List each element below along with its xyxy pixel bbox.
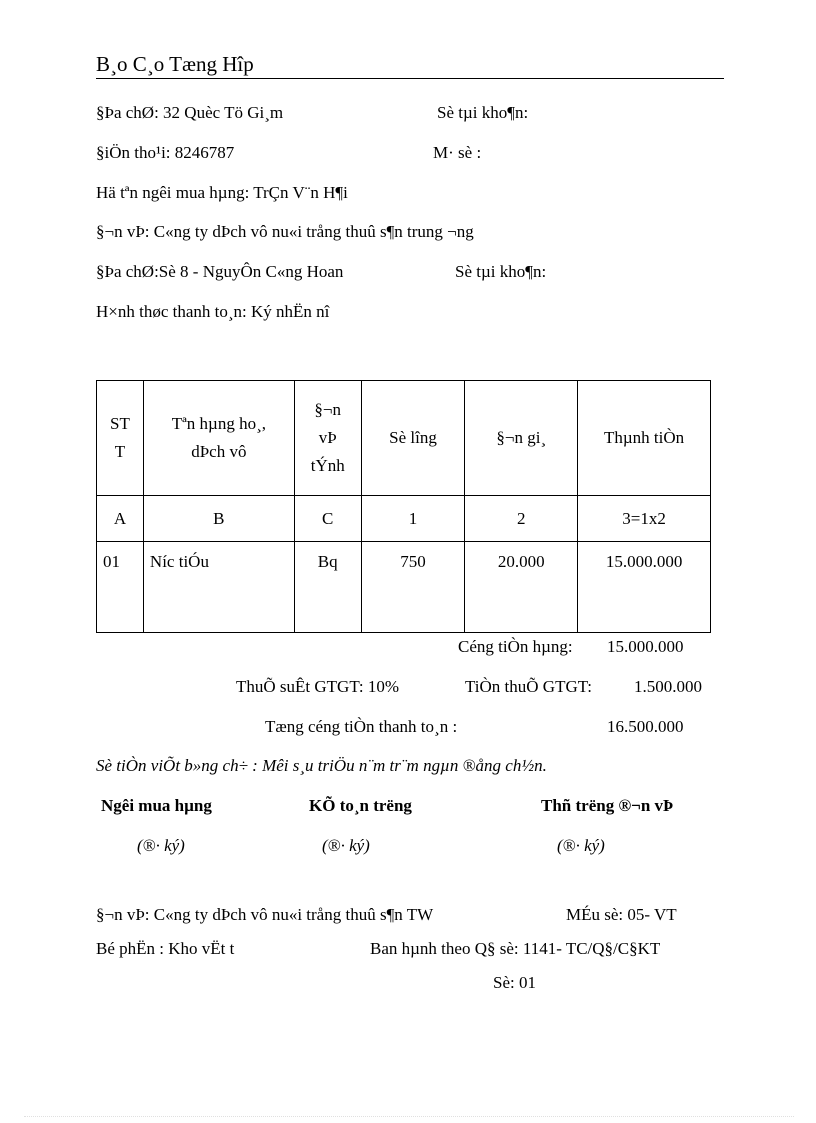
row-stt: 01 [97,542,144,633]
signature-buyer-note: (®· ký) [137,836,185,855]
buyer-address: §Þa chØ:Sè 8 - NguyÔn C«ng Hoan [96,262,344,281]
header-amount: Thµnh tiÒn [578,381,711,496]
seller-address: §Þa chØ: 32 Quèc Tö Gi¸m [96,103,284,122]
header-stt: ST T [97,381,144,496]
subtotal-label: Céng tiÒn hµng: [458,637,573,656]
vat-rate: ThuÕ suÊt GTGT: 10% [236,677,399,696]
header-unit: §¬n vÞ tÝnh [294,381,361,496]
signature-accountant-note: (®· ký) [322,836,370,855]
seller-phone: §iÖn tho¹i: 8246787 [96,143,235,162]
index-cell: A [97,496,144,542]
table-index-row [97,496,711,542]
vat-value: 1.500.000 [634,677,702,696]
table-row [97,542,711,633]
buyer-name: Hä tªn ngêi mua hµng: TrÇn V¨n H¶i [96,183,348,202]
footer-form-no: MÉu sè: 05- VT [566,905,677,924]
footer-regulation: Ban hµnh theo Q§ sè: 1141- TC/Q§/C§KT [370,939,661,958]
signature-accountant-label: KÕ to¸n trëng [309,796,412,815]
page-title: B¸o C¸o Tæng Hîp [96,52,254,76]
table-header-row [97,381,711,496]
buyer-unit: §¬n vÞ: C«ng ty dÞch vô nu«i trång thuû s¶n trung ¬ng [96,222,474,241]
footer-department: Bé phËn : Kho vËt t [96,939,235,958]
signature-head-label: Thñ trëng ®¬n vÞ [541,796,674,815]
header-item-name: Tªn hµng ho¸, dÞch vô [143,381,294,496]
row-quantity: 750 [361,542,465,633]
seller-account-no: Sè tµi kho¶n: [437,103,529,122]
signature-head-note: (®· ký) [557,836,605,855]
page-bottom-divider [24,1116,794,1117]
buyer-account-no: Sè tµi kho¶n: [455,262,547,281]
row-unit: Bq [294,542,361,633]
vat-label: TiÒn thuÕ GTGT: [465,677,592,696]
subtotal-value: 15.000.000 [607,637,684,656]
title-underline [96,78,724,79]
signature-buyer-label: Ngêi mua hµng [101,796,212,815]
index-cell: B [143,496,294,542]
payment-method: H×nh thøc thanh to¸n: Ký nhËn nî [96,302,330,321]
header-quantity: Sè lîng [361,381,465,496]
header-unit-price: §¬n gi¸ [465,381,578,496]
row-item-name: Níc tiÓu [143,542,294,633]
amount-in-words: Sè tiÒn viÕt b»ng ch÷ : Mêi s¸u triÖu n¨m tr¨m ngµn ®ång ch½n. [96,756,547,775]
index-cell: 2 [465,496,578,542]
row-amount: 15.000.000 [578,542,711,633]
index-cell: C [294,496,361,542]
footer-number: Sè: 01 [493,973,536,992]
index-cell: 1 [361,496,465,542]
invoice-table [96,380,711,633]
grand-total-label: Tæng céng tiÒn thanh to¸n : [265,717,458,736]
seller-tax-code: M· sè : [433,143,482,162]
footer-unit: §¬n vÞ: C«ng ty dÞch vô nu«i trång thuû s¶n TW [96,905,434,924]
row-unit-price: 20.000 [465,542,578,633]
index-cell: 3=1x2 [578,496,711,542]
grand-total-value: 16.500.000 [607,717,684,736]
